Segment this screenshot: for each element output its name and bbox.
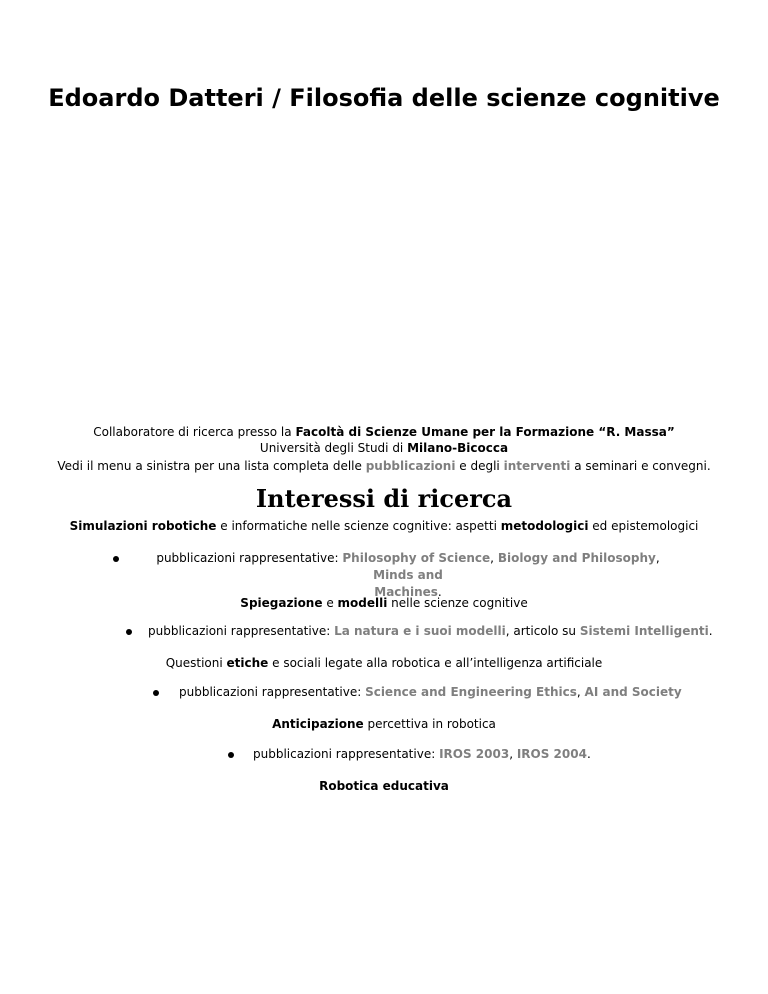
menu-note-middle: e degli bbox=[455, 459, 504, 473]
topic4-publications bbox=[0, 746, 768, 764]
topic4-text-1: percettiva in robotica bbox=[363, 717, 496, 731]
affiliation-line-1 bbox=[0, 424, 768, 440]
talks-link[interactable]: interventi bbox=[503, 459, 571, 473]
topic1-pub-prefix: pubblicazioni rappresentative: bbox=[156, 551, 343, 565]
university-prefix: Università degli Studi di bbox=[259, 441, 408, 455]
topic2-publications-text bbox=[148, 623, 713, 640]
iros-2003-link[interactable]: IROS 2003 bbox=[439, 747, 510, 761]
sistemi-intelligenti-link[interactable]: Sistemi Intelligenti bbox=[579, 624, 709, 638]
topic-anticipation bbox=[0, 716, 768, 732]
iros-2004-link[interactable]: IROS 2004 bbox=[516, 747, 587, 761]
biology-and-philosophy-link[interactable]: Biology and Philosophy bbox=[497, 551, 656, 565]
topic1-publications bbox=[0, 550, 768, 599]
topic2-mid: , articolo su bbox=[505, 624, 580, 638]
topic4-publications-text bbox=[253, 746, 653, 763]
bullet-icon bbox=[113, 556, 119, 562]
bullet-icon bbox=[228, 752, 234, 758]
topic3-publications-text bbox=[179, 684, 682, 701]
topic3-pub-prefix: pubblicazioni rappresentative: bbox=[179, 685, 366, 699]
topic2-end: . bbox=[708, 624, 713, 638]
minds-and-machines-link[interactable]: Minds and bbox=[373, 568, 443, 582]
topic1-text-2: ed epistemologici bbox=[588, 519, 699, 533]
topic-simulations bbox=[0, 518, 768, 534]
bullet-icon bbox=[126, 629, 132, 635]
topic1-publications-text bbox=[138, 550, 678, 601]
ai-and-society-link[interactable]: AI and Society bbox=[584, 685, 682, 699]
topic2-pub-prefix: pubblicazioni rappresentative: bbox=[148, 624, 335, 638]
topic3-text-2: e sociali legate alla robotica e all’intelligenza artificiale bbox=[268, 656, 603, 670]
menu-note-suffix: a seminari e convegni. bbox=[570, 459, 711, 473]
bullet-icon bbox=[153, 690, 159, 696]
topic2-text-1: e bbox=[322, 596, 338, 610]
menu-note bbox=[0, 458, 768, 474]
topic2-publications bbox=[0, 623, 768, 641]
topic4-pub-prefix: pubblicazioni rappresentative: bbox=[253, 747, 440, 761]
topic4-bold-1: Anticipazione bbox=[272, 717, 364, 731]
topic1-end: . bbox=[437, 585, 442, 599]
publications-link[interactable]: pubblicazioni bbox=[365, 459, 456, 473]
page-title: Edoardo Datteri / Filosofia delle scienze cognitive bbox=[48, 84, 720, 112]
philosophy-of-science-link[interactable]: Philosophy of Science bbox=[342, 551, 491, 565]
topic3-text-1: Questioni bbox=[165, 656, 227, 670]
topic-explanation bbox=[0, 595, 768, 611]
topic4-sep-1: , bbox=[509, 747, 517, 761]
faculty-name: Facoltà di Scienze Umane per la Formazione “R. Massa” bbox=[295, 425, 675, 439]
topic4-end: . bbox=[586, 747, 591, 761]
topic3-publications bbox=[0, 684, 768, 702]
minds-and-machines-link-cont[interactable]: Machines bbox=[374, 585, 438, 599]
topic1-sep-1: , bbox=[490, 551, 498, 565]
university-name: Milano-Bicocca bbox=[407, 441, 509, 455]
topic1-text-1: e informatiche nelle scienze cognitive: aspetti bbox=[216, 519, 501, 533]
topic2-bold-2: modelli bbox=[337, 596, 388, 610]
topic-ethics bbox=[0, 655, 768, 671]
topic3-bold-1: etiche bbox=[226, 656, 269, 670]
research-heading: Interessi di ricerca bbox=[255, 484, 513, 513]
topic2-bold-1: Spiegazione bbox=[240, 596, 323, 610]
affiliation-line-2 bbox=[0, 440, 768, 456]
topic1-bold-1: Simulazioni robotiche bbox=[69, 519, 217, 533]
topic1-sep-2: , bbox=[655, 551, 660, 565]
topic1-bold-2: metodologici bbox=[500, 519, 589, 533]
topic5-bold-1: Robotica educativa bbox=[319, 779, 449, 793]
menu-note-prefix: Vedi il menu a sinistra per una lista completa delle bbox=[57, 459, 366, 473]
topic3-sep-1: , bbox=[576, 685, 585, 699]
topic2-text-2: nelle scienze cognitive bbox=[387, 596, 528, 610]
la-natura-link[interactable]: La natura e i suoi modelli bbox=[334, 624, 506, 638]
topic-educational-robotics bbox=[0, 778, 768, 794]
affiliation-prefix: Collaboratore di ricerca presso la bbox=[93, 425, 296, 439]
science-engineering-ethics-link[interactable]: Science and Engineering Ethics bbox=[365, 685, 577, 699]
